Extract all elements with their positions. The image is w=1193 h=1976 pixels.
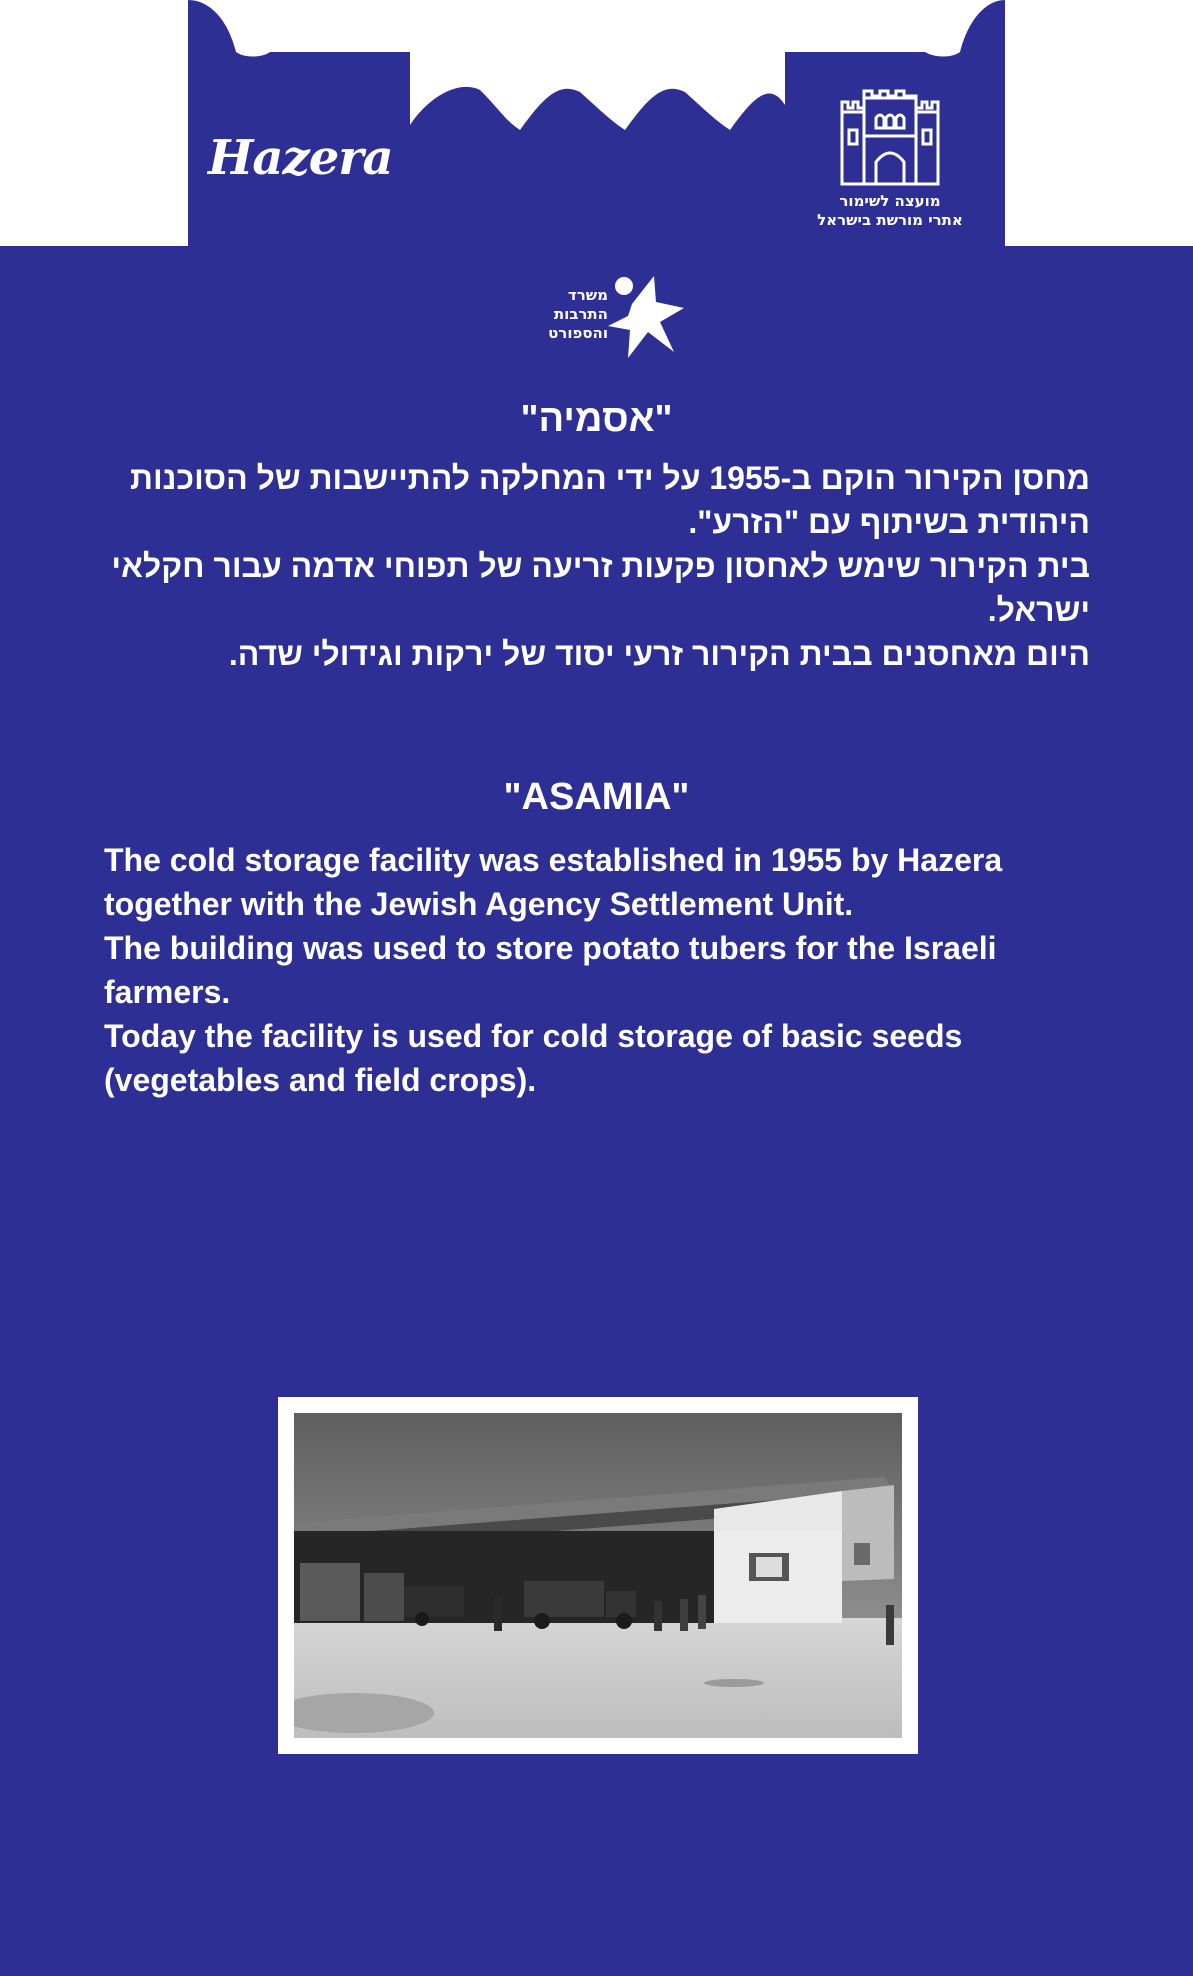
fortress-gate-icon — [834, 88, 946, 188]
header-banner — [0, 0, 1193, 250]
hebrew-description — [100, 456, 1090, 676]
hebrew-title: "אסמיה" — [520, 398, 673, 440]
english-title: "ASAMIA" — [503, 776, 690, 818]
star-figure-icon — [602, 272, 688, 358]
heritage-council-logo — [800, 88, 980, 230]
ministry-culture-logo — [510, 272, 690, 362]
ministry-line-2: התרבות — [553, 305, 608, 323]
english-description — [104, 838, 1094, 1102]
english-paragraph-1: The cold storage facility was established in 1955 by Hazera together with the Jewish Agency Settlement Unit. — [104, 842, 1003, 922]
hazera-logo: Hazera — [208, 130, 393, 186]
historic-photo-frame — [278, 1397, 918, 1754]
english-paragraph-3: Today the facility is used for cold storage of basic seeds (vegetables and field crops). — [104, 1018, 963, 1098]
hebrew-paragraph-1: מחסן הקירור הוקם ב-1955 על ידי המחלקה להתיישבות של הסוכנות היהודית בשיתוף עם "הזרע". — [129, 460, 1090, 540]
hebrew-paragraph-2: בית הקירור שימש לאחסון פקעות זריעה של תפוחי אדמה עבור חקלאי ישראל. — [111, 548, 1090, 628]
council-line-1: מועצה לשימור — [839, 192, 941, 210]
english-paragraph-2: The building was used to store potato tubers for the Israeli farmers. — [104, 930, 997, 1010]
historic-cold-storage-building-photo — [294, 1413, 902, 1738]
council-line-2: אתרי מורשת בישראל — [817, 211, 963, 229]
ministry-line-1: משרד — [567, 286, 608, 304]
hebrew-paragraph-3: היום מאחסנים בבית הקירור זרעי יסוד של ירקות וגידולי שדה. — [228, 636, 1090, 672]
ministry-line-3: והספורט — [548, 324, 608, 342]
